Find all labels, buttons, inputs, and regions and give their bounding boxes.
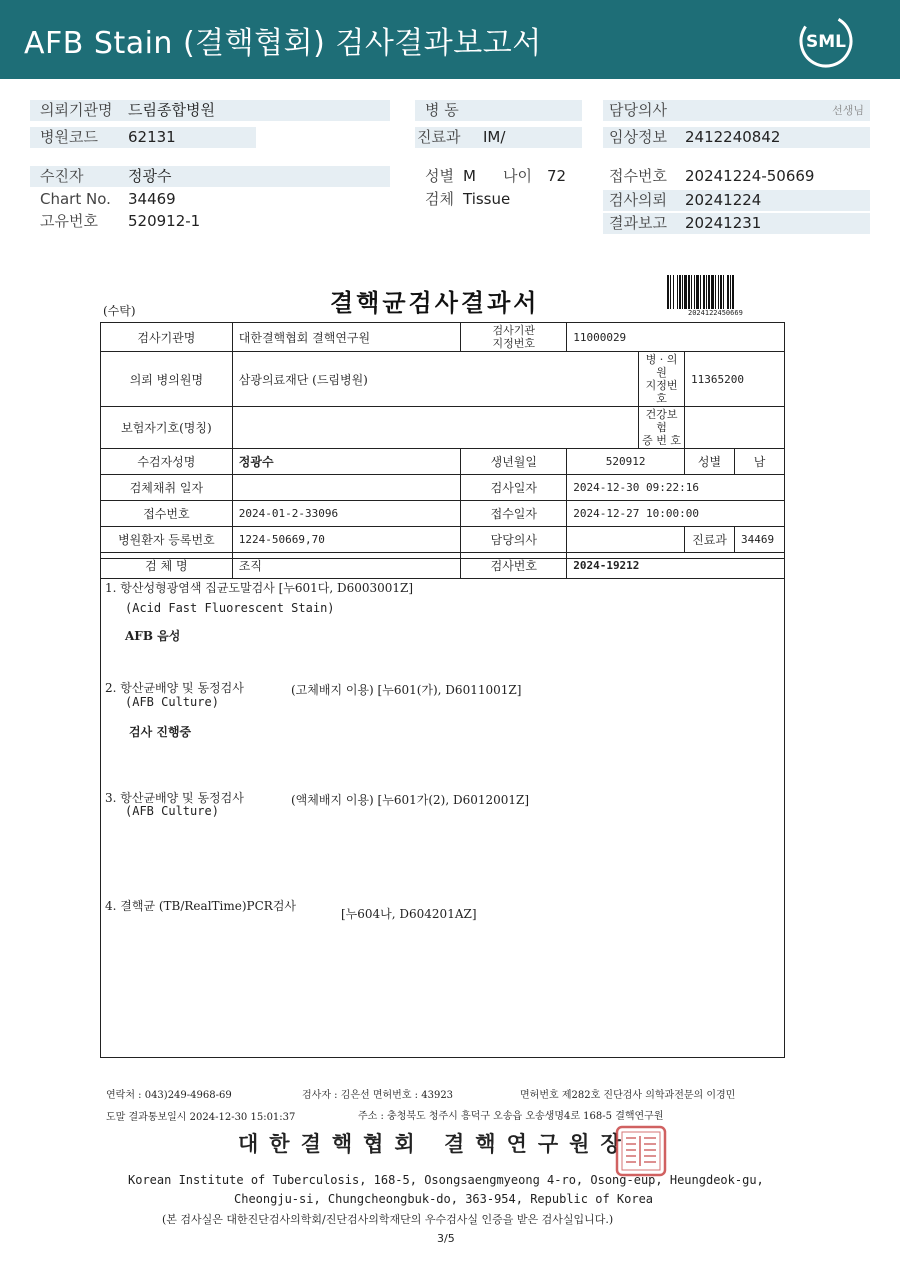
label: 고유번호 bbox=[40, 212, 98, 230]
cell-label: 수검자성명 bbox=[101, 449, 233, 475]
value: 20241231 bbox=[685, 214, 762, 232]
value: 72 bbox=[547, 167, 567, 185]
cell-value: 2024-12-27 10:00:00 bbox=[567, 501, 785, 527]
table-row bbox=[101, 352, 785, 407]
cell-value bbox=[567, 527, 685, 553]
label: 진료과 bbox=[417, 128, 461, 146]
cell-value: 정광수 bbox=[232, 449, 461, 475]
value: 20241224-50669 bbox=[685, 167, 815, 185]
cell-label: 성별 bbox=[685, 449, 735, 475]
test-2-title: 2. 항산균배양 및 동정검사 bbox=[105, 681, 244, 695]
label-line: 병 · 의원 bbox=[645, 353, 678, 379]
test-1-title: 1. 항산성형광염색 집균도말검사 [누601다, D6003001Z] bbox=[105, 581, 414, 595]
cell-label bbox=[639, 352, 685, 407]
label: 임상정보 bbox=[609, 128, 667, 146]
institute-name-korean: 대한결핵협회 결핵연구원장 bbox=[238, 1131, 632, 1156]
cell-value: 11365200 bbox=[685, 352, 785, 407]
cell-label: 검체채취 일자 bbox=[101, 475, 233, 501]
test-4-code: [누604나, D604201AZ] bbox=[341, 907, 477, 921]
cell-value: 2024-01-2-33096 bbox=[232, 501, 461, 527]
cell-label: 검 체 명 bbox=[101, 553, 233, 579]
test-1-subtitle: (Acid Fast Fluorescent Stain) bbox=[125, 601, 335, 615]
value: IM/ bbox=[483, 128, 506, 146]
cell-label: 검사일자 bbox=[461, 475, 567, 501]
logo-text: SML bbox=[806, 32, 846, 52]
footer-contact: 연락처 : 043)249-4968-69 bbox=[106, 1090, 232, 1101]
cell-label bbox=[639, 407, 685, 449]
label-line: 지정번호 bbox=[645, 379, 678, 405]
cell-value: 520912 bbox=[567, 449, 685, 475]
label: Chart No. bbox=[40, 190, 111, 208]
label: 검체 bbox=[425, 190, 454, 208]
value: 20241224 bbox=[685, 191, 762, 209]
test-2-code: (고체배지 이용) [누601(가), D6011001Z] bbox=[291, 683, 522, 697]
info-dept bbox=[415, 127, 582, 148]
cell-value bbox=[232, 407, 638, 449]
info-sex-age bbox=[415, 166, 582, 187]
header-title: AFB Stain (결핵협회) 검사결과보고서 bbox=[24, 26, 542, 61]
label: 의뢰기관명 bbox=[40, 101, 113, 119]
footer-address: 주소 : 충청북도 청주시 흥덕구 오송읍 오송생명4로 168-5 결핵연구원 bbox=[358, 1111, 664, 1122]
test-2-result: 검사 진행중 bbox=[129, 725, 192, 739]
cell-value: 대한결핵협회 결핵연구원 bbox=[232, 323, 461, 352]
info-chart bbox=[30, 189, 256, 210]
barcode-number: 2024122450669 bbox=[688, 309, 743, 317]
cell-label: 검사기관명 bbox=[101, 323, 233, 352]
test-3-code: (액체배지 이용) [누601가(2), D6012001Z] bbox=[291, 793, 530, 807]
cell-label: 보험자기호(명칭) bbox=[101, 407, 233, 449]
official-seal-stamp bbox=[614, 1124, 668, 1178]
test-2-subtitle: (AFB Culture) bbox=[125, 695, 219, 709]
test-3-title: 3. 항산균배양 및 동정검사 bbox=[105, 791, 244, 805]
value: 드림종합병원 bbox=[128, 101, 215, 119]
table-row bbox=[101, 527, 785, 553]
table-row bbox=[101, 475, 785, 501]
suta-label: (수탁) bbox=[103, 304, 136, 318]
value: 520912-1 bbox=[128, 212, 201, 230]
institute-address-en-2: Cheongju-si, Chungcheongbuk-do, 363-954, Republic of Korea bbox=[234, 1192, 654, 1206]
report-title: 결핵균검사결과서 bbox=[330, 288, 540, 317]
info-institution bbox=[30, 100, 390, 121]
cell-label bbox=[461, 323, 567, 352]
value: 34469 bbox=[128, 190, 176, 208]
info-clinical bbox=[603, 127, 870, 148]
table-row bbox=[101, 449, 785, 475]
page-number: 3/5 bbox=[437, 1232, 455, 1245]
cell-value: 11000029 bbox=[567, 323, 785, 352]
value: 62131 bbox=[128, 128, 176, 146]
info-doctor bbox=[603, 100, 870, 121]
cell-value: 2024-12-30 09:22:16 bbox=[567, 475, 785, 501]
info-specimen bbox=[415, 189, 582, 210]
cell-value bbox=[232, 475, 461, 501]
info-receipt bbox=[603, 166, 870, 187]
table-row bbox=[101, 323, 785, 352]
cell-label: 병원환자 등록번호 bbox=[101, 527, 233, 553]
footer-examiner: 검사자 : 김은선 면허번호 : 43923 bbox=[302, 1090, 454, 1101]
cell-value: 1224-50669,70 bbox=[232, 527, 461, 553]
cell-value: 2024-19212 bbox=[567, 553, 785, 579]
label-line: 검사기관 bbox=[492, 324, 536, 337]
report-header bbox=[0, 0, 900, 79]
info-patient bbox=[30, 166, 390, 187]
certification-note: (본 검사실은 대한진단검사의학회/진단검사의학재단의 우수검사실 인증을 받은 검사실입니다.) bbox=[162, 1213, 614, 1226]
value: M bbox=[463, 167, 476, 185]
table-row bbox=[101, 407, 785, 449]
value: 정광수 bbox=[128, 167, 172, 185]
cell-label: 접수일자 bbox=[461, 501, 567, 527]
label: 병원코드 bbox=[40, 128, 98, 146]
test-4-title: 4. 결핵균 (TB/RealTime)PCR검사 bbox=[105, 899, 297, 913]
cell-value: 남 bbox=[734, 449, 784, 475]
label: 성별 bbox=[425, 167, 454, 185]
label: 검사의뢰 bbox=[609, 191, 667, 209]
report-table bbox=[100, 322, 785, 579]
info-request bbox=[603, 190, 870, 211]
label: 접수번호 bbox=[609, 167, 667, 185]
label: 나이 bbox=[503, 167, 532, 185]
label-line: 건강보험 bbox=[645, 408, 678, 434]
footer-license: 면허번호 제282호 진단검사 의학과전문의 이경민 bbox=[520, 1090, 736, 1101]
cell-label: 진료과 bbox=[685, 527, 735, 553]
cell-value: 조직 bbox=[232, 553, 461, 579]
value: Tissue bbox=[463, 190, 511, 208]
test-3-subtitle: (AFB Culture) bbox=[125, 804, 219, 818]
test-1-result: AFB 음성 bbox=[125, 629, 181, 643]
label-line: 지정번호 bbox=[492, 337, 536, 350]
label: 결과보고 bbox=[609, 214, 667, 232]
cell-label: 의뢰 병의원명 bbox=[101, 352, 233, 407]
institute-address-en-1: Korean Institute of Tuberculosis, 168-5, Osongsaengmyeong 4-ro, Osong-eup, Heungdeok-gu, bbox=[128, 1173, 764, 1187]
value: 2412240842 bbox=[685, 128, 781, 146]
sml-logo bbox=[798, 13, 854, 69]
table-row bbox=[101, 501, 785, 527]
cell-label: 담당의사 bbox=[461, 527, 567, 553]
label: 병 동 bbox=[425, 101, 459, 119]
cell-value: 34469 bbox=[734, 527, 784, 553]
footer-report-time: 도말 결과통보일시 2024-12-30 15:01:37 bbox=[106, 1112, 296, 1123]
info-report bbox=[603, 213, 870, 234]
label: 수진자 bbox=[40, 167, 84, 185]
results-box bbox=[100, 558, 785, 1058]
label: 담당의사 bbox=[609, 101, 667, 119]
info-unique bbox=[30, 211, 256, 232]
cell-value bbox=[685, 407, 785, 449]
cell-label: 생년월일 bbox=[461, 449, 567, 475]
info-hospital-code bbox=[30, 127, 256, 148]
barcode-image bbox=[666, 275, 772, 309]
label-line: 증 번 호 bbox=[642, 434, 681, 447]
cell-value: 삼광의료재단 (드림병원) bbox=[232, 352, 638, 407]
cell-label: 접수번호 bbox=[101, 501, 233, 527]
cell-label: 검사번호 bbox=[461, 553, 567, 579]
doctor-suffix: 선생님 bbox=[832, 104, 864, 117]
info-ward bbox=[415, 100, 582, 121]
